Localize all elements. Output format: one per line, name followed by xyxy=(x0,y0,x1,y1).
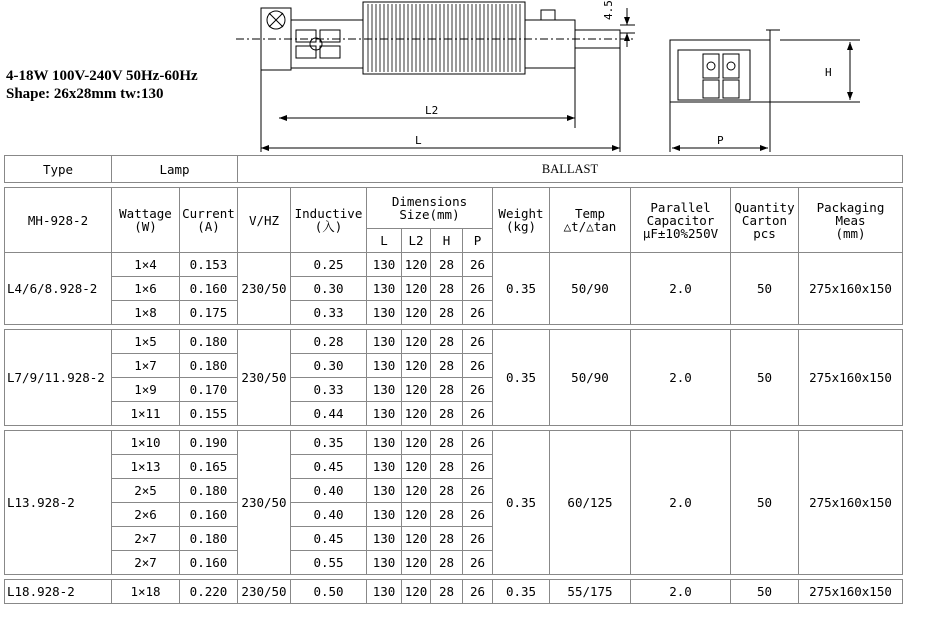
header-ballast: BALLAST xyxy=(238,156,903,183)
wattage-cell: 2×5 xyxy=(112,479,180,503)
inductive-cell: 0.44 xyxy=(291,402,367,426)
current-cell: 0.153 xyxy=(180,253,238,277)
header-dim-p: P xyxy=(463,229,493,253)
dim-4-5-label: 4.5 xyxy=(602,0,615,20)
type-cell: L7/9/11.928-2 xyxy=(5,330,112,426)
header-wattage: Wattage (W) xyxy=(112,188,180,253)
current-cell: 0.190 xyxy=(180,431,238,455)
header-quantity: Quantity Carton pcs xyxy=(731,188,799,253)
dim-l-cell: 130 xyxy=(367,580,402,604)
current-cell: 0.170 xyxy=(180,378,238,402)
dim-l2-cell: 120 xyxy=(402,378,431,402)
dim-p-cell: 26 xyxy=(463,330,493,354)
dim-l2-cell: 120 xyxy=(402,277,431,301)
vhz-cell: 230/50 xyxy=(238,330,291,426)
dim-h-cell: 28 xyxy=(431,551,463,575)
current-cell: 0.180 xyxy=(180,354,238,378)
dim-p-cell: 26 xyxy=(463,378,493,402)
dim-l2-cell: 120 xyxy=(402,431,431,455)
inductive-cell: 0.33 xyxy=(291,378,367,402)
table-row xyxy=(5,330,903,354)
dim-l2-label: L2 xyxy=(425,104,439,117)
header-type: Type xyxy=(5,156,112,183)
current-cell: 0.155 xyxy=(180,402,238,426)
inductive-cell: 0.30 xyxy=(291,354,367,378)
weight-cell: 0.35 xyxy=(493,431,550,575)
wattage-cell: 2×7 xyxy=(112,527,180,551)
dim-l-cell: 130 xyxy=(367,479,402,503)
dim-p-cell: 26 xyxy=(463,431,493,455)
dim-p-cell: 26 xyxy=(463,551,493,575)
dim-l2-cell: 120 xyxy=(402,301,431,325)
dim-l2-cell: 120 xyxy=(402,402,431,426)
dim-h-cell: 28 xyxy=(431,277,463,301)
table-row xyxy=(5,580,903,604)
inductive-cell: 0.45 xyxy=(291,527,367,551)
inductive-cell: 0.40 xyxy=(291,503,367,527)
capacitor-cell: 2.0 xyxy=(631,580,731,604)
wattage-cell: 1×13 xyxy=(112,455,180,479)
header-temp: Temp △t/△tan xyxy=(550,188,631,253)
ballast-side-view xyxy=(236,2,635,152)
header-dim-l: L xyxy=(367,229,402,253)
temp-cell: 55/175 xyxy=(550,580,631,604)
quantity-cell: 50 xyxy=(731,253,799,325)
type-cell: L13.928-2 xyxy=(5,431,112,575)
header-lamp: Lamp xyxy=(112,156,238,183)
wattage-cell: 1×4 xyxy=(112,253,180,277)
current-cell: 0.180 xyxy=(180,479,238,503)
vhz-cell: 230/50 xyxy=(238,431,291,575)
dim-h-cell: 28 xyxy=(431,301,463,325)
weight-cell: 0.35 xyxy=(493,253,550,325)
inductive-cell: 0.45 xyxy=(291,455,367,479)
packaging-cell: 275x160x150 xyxy=(799,330,903,426)
dim-p-cell: 26 xyxy=(463,580,493,604)
wattage-cell: 1×6 xyxy=(112,277,180,301)
wattage-cell: 1×8 xyxy=(112,301,180,325)
header-weight: Weight (kg) xyxy=(493,188,550,253)
dim-h-cell: 28 xyxy=(431,503,463,527)
weight-cell: 0.35 xyxy=(493,580,550,604)
packaging-cell: 275x160x150 xyxy=(799,431,903,575)
dim-p-cell: 26 xyxy=(463,479,493,503)
current-cell: 0.160 xyxy=(180,503,238,527)
current-cell: 0.180 xyxy=(180,527,238,551)
dim-l-cell: 130 xyxy=(367,503,402,527)
header-capacitor: Parallel Capacitor μF±10%250V xyxy=(631,188,731,253)
spec-line-shape: Shape: 26x28mm tw:130 xyxy=(6,86,164,102)
packaging-cell: 275x160x150 xyxy=(799,253,903,325)
wattage-cell: 2×6 xyxy=(112,503,180,527)
dim-h-cell: 28 xyxy=(431,354,463,378)
dim-p-cell: 26 xyxy=(463,455,493,479)
temp-cell: 60/125 xyxy=(550,431,631,575)
inductive-cell: 0.30 xyxy=(291,277,367,301)
inductive-cell: 0.50 xyxy=(291,580,367,604)
dim-h-cell: 28 xyxy=(431,431,463,455)
current-cell: 0.220 xyxy=(180,580,238,604)
inductive-cell: 0.25 xyxy=(291,253,367,277)
quantity-cell: 50 xyxy=(731,580,799,604)
capacitor-cell: 2.0 xyxy=(631,253,731,325)
dim-l-cell: 130 xyxy=(367,551,402,575)
dim-p-label: P xyxy=(717,134,724,147)
current-cell: 0.165 xyxy=(180,455,238,479)
dim-l2-cell: 120 xyxy=(402,479,431,503)
inductive-cell: 0.33 xyxy=(291,301,367,325)
dim-l-cell: 130 xyxy=(367,455,402,479)
dim-h-label: H xyxy=(825,66,832,79)
header-inductive: Inductive (入) xyxy=(291,188,367,253)
dim-l2-cell: 120 xyxy=(402,455,431,479)
dim-l-cell: 130 xyxy=(367,431,402,455)
type-cell: L18.928-2 xyxy=(5,580,112,604)
temp-cell: 50/90 xyxy=(550,253,631,325)
header-dimensions: Dimensions Size(mm) xyxy=(367,188,493,229)
dim-p-cell: 26 xyxy=(463,354,493,378)
dim-l-cell: 130 xyxy=(367,330,402,354)
temp-cell: 50/90 xyxy=(550,330,631,426)
dim-p-cell: 26 xyxy=(463,277,493,301)
dim-l2-cell: 120 xyxy=(402,527,431,551)
dim-h-cell: 28 xyxy=(431,330,463,354)
dim-l-cell: 130 xyxy=(367,354,402,378)
dim-p-cell: 26 xyxy=(463,253,493,277)
inductive-cell: 0.35 xyxy=(291,431,367,455)
technical-drawing xyxy=(0,0,933,155)
dim-l-cell: 130 xyxy=(367,301,402,325)
dim-l2-cell: 120 xyxy=(402,503,431,527)
vhz-cell: 230/50 xyxy=(238,253,291,325)
capacitor-cell: 2.0 xyxy=(631,431,731,575)
dim-h-cell: 28 xyxy=(431,378,463,402)
header-packaging: Packaging Meas (mm) xyxy=(799,188,903,253)
inductive-cell: 0.40 xyxy=(291,479,367,503)
header-vhz: V/HZ xyxy=(238,188,291,253)
dim-h-cell: 28 xyxy=(431,455,463,479)
ballast-spec-table xyxy=(4,155,903,608)
dim-l-cell: 130 xyxy=(367,277,402,301)
coil-windings-icon xyxy=(368,4,520,72)
current-cell: 0.175 xyxy=(180,301,238,325)
dim-l2-cell: 120 xyxy=(402,580,431,604)
header-current: Current (A) xyxy=(180,188,238,253)
wattage-cell: 1×11 xyxy=(112,402,180,426)
type-cell: L4/6/8.928-2 xyxy=(5,253,112,325)
wattage-cell: 2×7 xyxy=(112,551,180,575)
dim-l-cell: 130 xyxy=(367,378,402,402)
wattage-cell: 1×18 xyxy=(112,580,180,604)
spec-line-voltage: 4-18W 100V-240V 50Hz-60Hz xyxy=(6,68,198,84)
dim-h-cell: 28 xyxy=(431,580,463,604)
inductive-cell: 0.28 xyxy=(291,330,367,354)
current-cell: 0.160 xyxy=(180,277,238,301)
dim-l2-cell: 120 xyxy=(402,354,431,378)
table-row xyxy=(5,431,903,455)
quantity-cell: 50 xyxy=(731,330,799,426)
table-row xyxy=(5,253,903,277)
header-model: MH-928-2 xyxy=(5,188,112,253)
dim-h-cell: 28 xyxy=(431,402,463,426)
dim-p-cell: 26 xyxy=(463,402,493,426)
terminal-screw-icon xyxy=(707,62,715,70)
terminal-screw-icon xyxy=(727,62,735,70)
dim-p-cell: 26 xyxy=(463,527,493,551)
current-cell: 0.180 xyxy=(180,330,238,354)
dim-l2-cell: 120 xyxy=(402,253,431,277)
packaging-cell: 275x160x150 xyxy=(799,580,903,604)
ballast-end-view xyxy=(670,30,860,152)
dim-l-cell: 130 xyxy=(367,253,402,277)
dim-h-cell: 28 xyxy=(431,253,463,277)
quantity-cell: 50 xyxy=(731,431,799,575)
dim-h-cell: 28 xyxy=(431,527,463,551)
wattage-cell: 1×7 xyxy=(112,354,180,378)
dim-p-cell: 26 xyxy=(463,301,493,325)
wattage-cell: 1×5 xyxy=(112,330,180,354)
dim-p-cell: 26 xyxy=(463,503,493,527)
header-dim-h: H xyxy=(431,229,463,253)
dim-l-cell: 130 xyxy=(367,402,402,426)
wattage-cell: 1×10 xyxy=(112,431,180,455)
dim-l2-cell: 120 xyxy=(402,330,431,354)
weight-cell: 0.35 xyxy=(493,330,550,426)
dim-h-cell: 28 xyxy=(431,479,463,503)
inductive-cell: 0.55 xyxy=(291,551,367,575)
current-cell: 0.160 xyxy=(180,551,238,575)
dim-l-label: L xyxy=(415,134,422,147)
dim-l2-cell: 120 xyxy=(402,551,431,575)
vhz-cell: 230/50 xyxy=(238,580,291,604)
header-dim-l2: L2 xyxy=(402,229,431,253)
dim-l-cell: 130 xyxy=(367,527,402,551)
capacitor-cell: 2.0 xyxy=(631,330,731,426)
wattage-cell: 1×9 xyxy=(112,378,180,402)
